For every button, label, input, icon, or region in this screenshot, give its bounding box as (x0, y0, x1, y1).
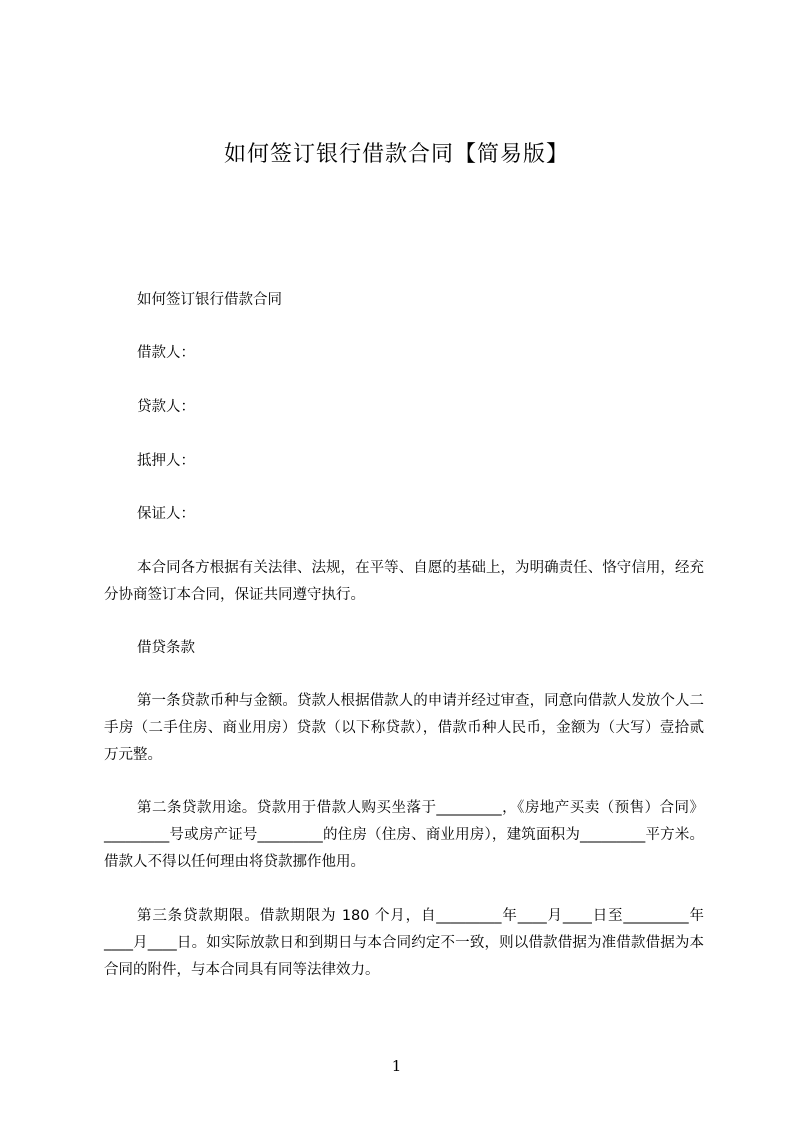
article-2-paragraph: 第二条贷款用途。贷款用于借款人购买坐落于_________，《房地产买卖（预售）合同》_________号或房产证号_________的住房（住房、商业用房），建筑面积为_________平方米。借款人不得以任何理由将贷款挪作他用。 (104, 800, 704, 870)
article-1-paragraph: 第一条贷款币种与金额。贷款人根据借款人的申请并经过审查，同意向借款人发放个人二手房（二手住房、商业用房）贷款（以下称贷款），借款币种人民币，金额为（大写）壹拾贰万元整。 (104, 693, 704, 763)
mortgagor-field: 抵押人： (137, 453, 195, 469)
lender-field: 贷款人： (137, 399, 195, 415)
document-title: 如何签订银行借款合同【简易版】 (223, 142, 569, 167)
contract-subtitle: 如何签订银行借款合同 (137, 292, 282, 308)
preamble-paragraph: 本合同各方根据有关法律、法规，在平等、自愿的基础上，为明确责任、恪守信用，经充分协商签订本合同，保证共同遵守执行。 (104, 560, 704, 603)
section-heading: 借贷条款 (137, 640, 195, 656)
article-3-paragraph: 第三条贷款期限。借款期限为 180 个月，自_________年____月____日至_________年____月____日。如实际放款日和到期日与本合同约定不一致，则以借款借据为准借款借据为本合同的附件，与本合同具有同等法律效力。 (104, 908, 704, 978)
page-number: 1 (391, 1057, 402, 1075)
borrower-field: 借款人： (137, 345, 195, 361)
guarantor-field: 保证人： (137, 506, 195, 522)
